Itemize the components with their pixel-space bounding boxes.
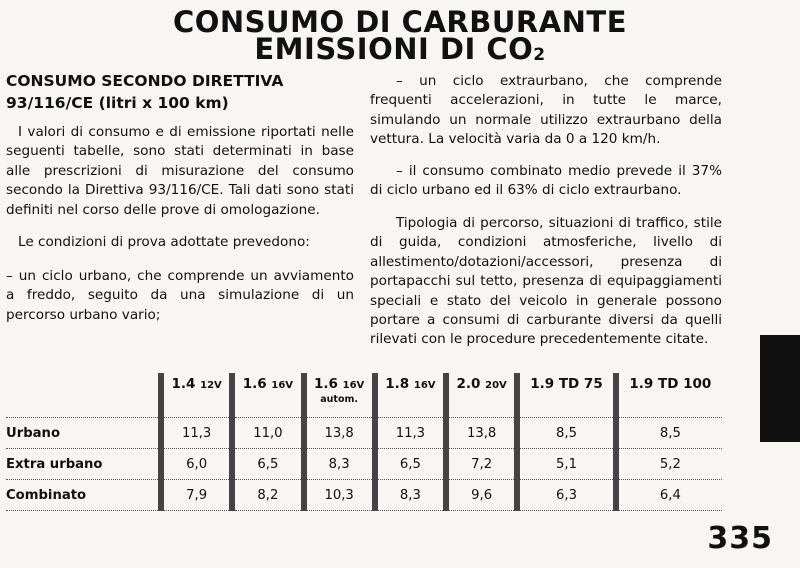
column-header-1-9-td-100: 1.9 TD 100 xyxy=(616,373,722,418)
table-cell: 6,5 xyxy=(375,449,446,480)
table-cell: 6,0 xyxy=(161,449,232,480)
column-header-1-6-16v-autom: 1.6 16V autom. xyxy=(304,373,375,418)
right-paragraph-1: – un ciclo extraurbano, che comprende frequenti accelerazioni, in tutte le marce, simulando un normale utilizzo extraurbano della vettura. La velocità varia da 0 a 120 km/h. xyxy=(370,73,722,148)
table-cell: 8,3 xyxy=(304,449,375,480)
row-label: Combinato xyxy=(6,480,161,511)
left-paragraph-3: – un ciclo urbano, che comprende un avviamento a freddo, seguito da una simulazione di un percorso urbano vario; xyxy=(6,268,354,323)
table-row-combinato xyxy=(6,480,722,511)
table-row-extra-urbano xyxy=(6,449,722,480)
table-cell: 7,2 xyxy=(446,449,517,480)
table-cell: 8,3 xyxy=(375,480,446,511)
column-header-1-8-16v: 1.8 16V xyxy=(375,373,446,418)
left-paragraph-2: Le condizioni di prova adottate prevedono: xyxy=(18,234,310,250)
page-title-line-2-text: EMISSIONI DI CO xyxy=(254,32,534,66)
column-subheader-autom: autom. xyxy=(320,394,358,405)
table-cell: 11,3 xyxy=(375,418,446,449)
section-heading xyxy=(6,70,336,114)
table-cell: 6,5 xyxy=(232,449,303,480)
section-heading-line-1: CONSUMO SECONDO DIRETTIVA xyxy=(6,72,284,90)
row-label: Urbano xyxy=(6,418,161,449)
column-header-1-4-12v: 1.4 12V xyxy=(161,373,232,418)
table-cell: 6,4 xyxy=(616,480,722,511)
right-paragraph-2: – il consumo combinato medio prevede il 37% di ciclo urbano ed il 63% di ciclo extraurbano. xyxy=(370,163,722,199)
table-cell: 9,6 xyxy=(446,480,517,511)
table-cell: 13,8 xyxy=(304,418,375,449)
column-header-1-6-16v: 1.6 16V xyxy=(232,373,303,418)
table-cell: 8,2 xyxy=(232,480,303,511)
page-title-line-1: CONSUMO DI CARBURANTE xyxy=(172,5,628,39)
section-heading-line-2: 93/116/CE (litri x 100 km) xyxy=(6,94,229,112)
table-cell: 8,5 xyxy=(517,418,615,449)
right-paragraph-3: Tipologia di percorso, situazioni di traffico, stile di guida, condizioni atmosferiche, livello di allestimento/dotazioni/accessori, presenza di portapacchi sul tetto, presenza di equipaggiamenti speciali e stato del veicolo in generale possono portare a consumi di carburante diversi da quelli rilevati con le procedure precedentemente citate. xyxy=(370,215,722,348)
table-cell: 5,1 xyxy=(517,449,615,480)
table-cell: 8,5 xyxy=(616,418,722,449)
table-cell: 13,8 xyxy=(446,418,517,449)
page-number: 335 xyxy=(707,521,773,556)
table-cell: 6,3 xyxy=(517,480,615,511)
table-corner xyxy=(6,373,161,418)
co2-subscript: 2 xyxy=(533,45,546,65)
left-paragraph-1: I valori di consumo e di emissione riportati nelle seguenti tabelle, sono stati determinati in base alle prescrizioni di misurazione del consumo secondo la Direttiva 93/116/CE. Tali dati sono stati definiti nel corso delle prove di omologazione. xyxy=(6,124,354,218)
page-title-line-2 xyxy=(0,34,800,70)
table-cell: 11,3 xyxy=(161,418,232,449)
column-header-1-9-td-75: 1.9 TD 75 xyxy=(517,373,615,418)
table-header-row xyxy=(6,373,722,418)
consumption-table xyxy=(6,373,722,511)
table-cell: 7,9 xyxy=(161,480,232,511)
table-row-urbano xyxy=(6,418,722,449)
chapter-tab-marker xyxy=(760,335,800,442)
row-label: Extra urbano xyxy=(6,449,161,480)
table-cell: 5,2 xyxy=(616,449,722,480)
table-cell: 11,0 xyxy=(232,418,303,449)
column-header-2-0-20v: 2.0 20V xyxy=(446,373,517,418)
table-cell: 10,3 xyxy=(304,480,375,511)
